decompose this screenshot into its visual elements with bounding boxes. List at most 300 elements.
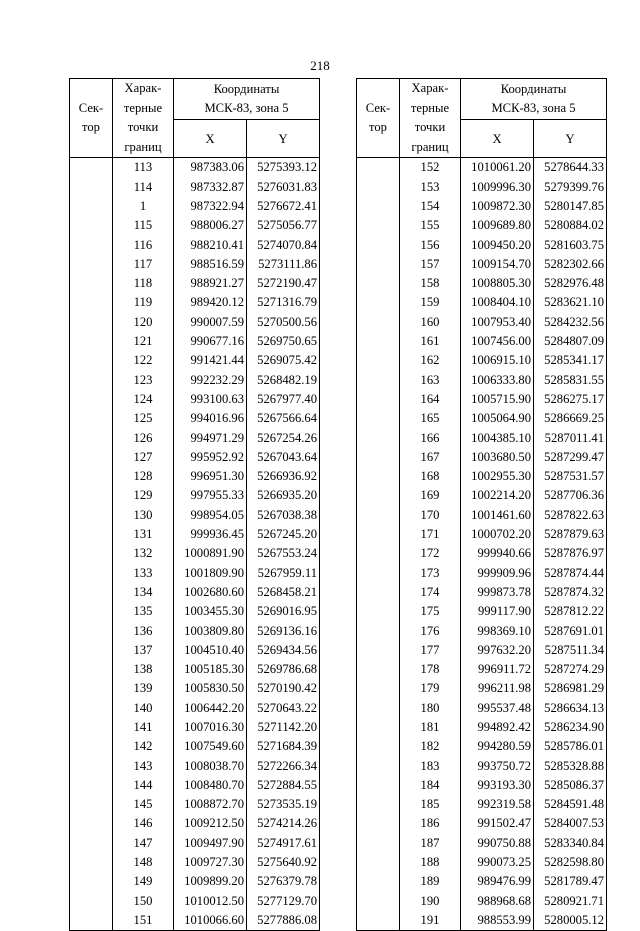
point-cell: 126 [113,429,174,448]
x-cell: 1010061.20 [461,158,534,178]
x-cell: 996211.98 [461,679,534,698]
sector-header: Сек- тор [70,79,113,158]
sector-cell [70,583,113,602]
table-row [357,641,607,660]
table-row [357,293,607,312]
sector-cell [70,506,113,525]
y-cell: 5280005.12 [534,911,607,931]
table-row [357,178,607,197]
x-cell: 988210.41 [174,236,247,255]
x-cell: 996951.30 [174,467,247,486]
table-row [357,872,607,891]
x-cell: 987332.87 [174,178,247,197]
sector-cell [70,679,113,698]
point-cell: 177 [400,641,461,660]
x-cell: 1009497.90 [174,834,247,853]
x-cell: 993100.63 [174,390,247,409]
x-cell: 1005830.50 [174,679,247,698]
table-row [70,429,320,448]
point-cell: 157 [400,255,461,274]
sector-cell [70,699,113,718]
y-cell: 5273535.19 [247,795,320,814]
point-cell: 169 [400,486,461,505]
sector-cell [70,737,113,756]
y-cell: 5274917.61 [247,834,320,853]
table-row [70,679,320,698]
x-cell: 1009872.30 [461,197,534,216]
sector-cell [357,564,400,583]
table-row [357,197,607,216]
table-row [70,274,320,293]
table-row [70,544,320,563]
y-cell: 5287879.63 [534,525,607,544]
table-row [357,834,607,853]
x-cell: 1009899.20 [174,872,247,891]
sector-cell [357,429,400,448]
sector-cell [357,776,400,795]
point-cell: 147 [113,834,174,853]
y-cell: 5269750.65 [247,332,320,351]
x-cell: 998369.10 [461,622,534,641]
point-cell: 176 [400,622,461,641]
sector-cell [70,236,113,255]
point-cell: 141 [113,718,174,737]
sector-cell [70,197,113,216]
point-cell: 156 [400,236,461,255]
x-cell: 1005064.90 [461,409,534,428]
page-number: 218 [310,58,330,73]
x-cell: 1009689.80 [461,216,534,235]
y-cell: 5285328.88 [534,757,607,776]
y-cell: 5271684.39 [247,737,320,756]
sector-cell [357,679,400,698]
sector-cell [357,853,400,872]
point-cell: 171 [400,525,461,544]
x-cell: 1009450.20 [461,236,534,255]
point-cell: 136 [113,622,174,641]
table-row [70,814,320,833]
sector-cell [70,371,113,390]
table-row [357,892,607,911]
table-body [70,158,320,931]
x-cell: 1004385.10 [461,429,534,448]
point-cell: 120 [113,313,174,332]
point-cell: 190 [400,892,461,911]
sector-cell [357,892,400,911]
point-cell: 184 [400,776,461,795]
y-cell: 5273111.86 [247,255,320,274]
y-header: Y [247,120,320,158]
point-cell: 117 [113,255,174,274]
table-row [70,467,320,486]
y-cell: 5280884.02 [534,216,607,235]
x-cell: 998954.05 [174,506,247,525]
sector-cell [70,602,113,621]
point-cell: 161 [400,332,461,351]
table-row [357,737,607,756]
sector-cell [70,660,113,679]
sector-cell [70,795,113,814]
sector-cell [357,293,400,312]
y-cell: 5287822.63 [534,506,607,525]
sector-cell [357,486,400,505]
table-row [70,699,320,718]
table-row [357,660,607,679]
table-row [70,255,320,274]
point-cell: 151 [113,911,174,931]
table-row [357,351,607,370]
x-cell: 990073.25 [461,853,534,872]
y-cell: 5285786.01 [534,737,607,756]
sector-cell [357,255,400,274]
sector-cell [357,351,400,370]
sector-cell [70,718,113,737]
point-cell: 119 [113,293,174,312]
x-cell: 988516.59 [174,255,247,274]
y-cell: 5285341.17 [534,351,607,370]
point-cell: 114 [113,178,174,197]
y-cell: 5266936.92 [247,467,320,486]
y-cell: 5269016.95 [247,602,320,621]
point-cell: 170 [400,506,461,525]
y-cell: 5286234.90 [534,718,607,737]
point-cell: 129 [113,486,174,505]
x-cell: 1008805.30 [461,274,534,293]
table-row [70,525,320,544]
point-cell: 135 [113,602,174,621]
point-cell: 174 [400,583,461,602]
x-cell: 1009154.70 [461,255,534,274]
y-cell: 5269136.16 [247,622,320,641]
table-row [357,390,607,409]
point-cell: 166 [400,429,461,448]
y-cell: 5282976.48 [534,274,607,293]
point-cell: 149 [113,872,174,891]
table-row [357,313,607,332]
sector-cell [70,776,113,795]
x-cell: 991502.47 [461,814,534,833]
point-cell: 167 [400,448,461,467]
y-cell: 5287876.97 [534,544,607,563]
x-cell: 1002680.60 [174,583,247,602]
x-cell: 1001809.90 [174,564,247,583]
sector-cell [70,448,113,467]
x-cell: 1004510.40 [174,641,247,660]
table-row [70,158,320,178]
table-row [70,236,320,255]
x-cell: 989420.12 [174,293,247,312]
sector-cell [70,409,113,428]
x-cell: 988968.68 [461,892,534,911]
x-cell: 1007953.40 [461,313,534,332]
point-cell: 182 [400,737,461,756]
x-cell: 1003680.50 [461,448,534,467]
table-row [70,293,320,312]
y-cell: 5281603.75 [534,236,607,255]
table-row [70,776,320,795]
y-cell: 5267959.11 [247,564,320,583]
x-cell: 990677.16 [174,332,247,351]
y-cell: 5277886.08 [247,911,320,931]
y-cell: 5286981.29 [534,679,607,698]
point-cell: 178 [400,660,461,679]
y-cell: 5284591.48 [534,795,607,814]
y-cell: 5270190.42 [247,679,320,698]
y-cell: 5266935.20 [247,486,320,505]
x-cell: 988006.27 [174,216,247,235]
x-cell: 999936.45 [174,525,247,544]
sector-cell [70,622,113,641]
point-cell: 163 [400,371,461,390]
boundary-point-header: Харак- терные точки границ [113,79,174,158]
sector-cell [70,564,113,583]
point-cell: 143 [113,757,174,776]
x-cell: 995952.92 [174,448,247,467]
y-cell: 5287531.57 [534,467,607,486]
table-row [70,197,320,216]
sector-cell [357,332,400,351]
point-cell: 142 [113,737,174,756]
sector-cell [70,853,113,872]
sector-cell [357,544,400,563]
y-cell: 5287691.01 [534,622,607,641]
table-row [70,718,320,737]
table-row [70,737,320,756]
point-cell: 188 [400,853,461,872]
x-cell: 1002955.30 [461,467,534,486]
sector-cell [70,255,113,274]
sector-cell [357,757,400,776]
table-row [357,718,607,737]
x-header: X [461,120,534,158]
x-cell: 997632.20 [461,641,534,660]
table-row [357,814,607,833]
sector-cell [70,390,113,409]
table-row [70,892,320,911]
y-cell: 5287874.32 [534,583,607,602]
sector-cell [357,872,400,891]
point-cell: 130 [113,506,174,525]
y-cell: 5269434.56 [247,641,320,660]
sector-cell [357,737,400,756]
table-row [70,371,320,390]
x-cell: 1009996.30 [461,178,534,197]
sector-cell [357,718,400,737]
point-cell: 1 [113,197,174,216]
sector-cell [70,332,113,351]
y-cell: 5282302.66 [534,255,607,274]
point-cell: 153 [400,178,461,197]
x-cell: 1000702.20 [461,525,534,544]
x-cell: 988553.99 [461,911,534,931]
sector-cell [357,834,400,853]
sector-cell [70,158,113,178]
x-header: X [174,120,247,158]
sector-cell [357,274,400,293]
point-cell: 158 [400,274,461,293]
y-cell: 5275056.77 [247,216,320,235]
sector-cell [357,641,400,660]
y-cell: 5268458.21 [247,583,320,602]
sector-cell [357,197,400,216]
table-row [70,506,320,525]
point-cell: 150 [113,892,174,911]
coordinates-header: Координаты МСК-83, зона 5 [174,79,320,120]
sector-cell [357,409,400,428]
y-cell: 5272884.55 [247,776,320,795]
x-cell: 1003455.30 [174,602,247,621]
table-row [357,467,607,486]
point-cell: 189 [400,872,461,891]
y-cell: 5275393.12 [247,158,320,178]
x-cell: 994971.29 [174,429,247,448]
x-cell: 1008480.70 [174,776,247,795]
point-cell: 164 [400,390,461,409]
y-cell: 5280147.85 [534,197,607,216]
sector-cell [70,467,113,486]
table-row [357,255,607,274]
point-cell: 154 [400,197,461,216]
sector-cell [70,216,113,235]
table-row [357,332,607,351]
table-row [70,564,320,583]
x-cell: 1006442.20 [174,699,247,718]
table-row [357,544,607,563]
point-cell: 148 [113,853,174,872]
x-cell: 993193.30 [461,776,534,795]
x-cell: 992232.29 [174,371,247,390]
x-cell: 1000891.90 [174,544,247,563]
point-cell: 118 [113,274,174,293]
x-cell: 1009212.50 [174,814,247,833]
table-row [70,757,320,776]
coordinates-table-right [356,78,607,931]
x-cell: 1006915.10 [461,351,534,370]
table-row [357,853,607,872]
sector-cell [357,158,400,178]
boundary-point-header: Харак- терные точки границ [400,79,461,158]
y-cell: 5287274.29 [534,660,607,679]
y-cell: 5267566.64 [247,409,320,428]
point-cell: 160 [400,313,461,332]
point-cell: 168 [400,467,461,486]
x-cell: 999117.90 [461,602,534,621]
point-cell: 139 [113,679,174,698]
y-cell: 5280921.71 [534,892,607,911]
y-cell: 5274070.84 [247,236,320,255]
x-cell: 995537.48 [461,699,534,718]
y-cell: 5285831.55 [534,371,607,390]
y-cell: 5276379.78 [247,872,320,891]
x-cell: 988921.27 [174,274,247,293]
sector-cell [357,622,400,641]
sector-cell [357,506,400,525]
table-row [357,564,607,583]
table-row [357,776,607,795]
sector-header: Сек- тор [357,79,400,158]
y-cell: 5269786.68 [247,660,320,679]
y-cell: 5286669.25 [534,409,607,428]
table-row [70,332,320,351]
point-cell: 127 [113,448,174,467]
sector-cell [70,178,113,197]
point-cell: 122 [113,351,174,370]
x-cell: 1001461.60 [461,506,534,525]
x-cell: 1006333.80 [461,371,534,390]
y-cell: 5279399.76 [534,178,607,197]
point-cell: 131 [113,525,174,544]
table-row [70,448,320,467]
table-row [357,622,607,641]
sector-cell [357,467,400,486]
table-row [357,506,607,525]
x-cell: 1005715.90 [461,390,534,409]
x-cell: 997955.33 [174,486,247,505]
y-cell: 5277129.70 [247,892,320,911]
sector-cell [70,872,113,891]
y-cell: 5284232.56 [534,313,607,332]
table-row [357,525,607,544]
x-cell: 1002214.20 [461,486,534,505]
y-cell: 5267038.38 [247,506,320,525]
point-cell: 144 [113,776,174,795]
sector-cell [357,602,400,621]
point-cell: 179 [400,679,461,698]
x-cell: 993750.72 [461,757,534,776]
y-cell: 5287011.41 [534,429,607,448]
y-cell: 5270500.56 [247,313,320,332]
point-cell: 137 [113,641,174,660]
sector-cell [357,583,400,602]
x-cell: 1008872.70 [174,795,247,814]
table-row [70,853,320,872]
x-cell: 1007016.30 [174,718,247,737]
x-cell: 1009727.30 [174,853,247,872]
table-row [357,274,607,293]
x-cell: 990750.88 [461,834,534,853]
point-cell: 132 [113,544,174,563]
sector-cell [357,178,400,197]
x-cell: 989476.99 [461,872,534,891]
table-row [357,583,607,602]
table-row [70,351,320,370]
y-cell: 5285086.37 [534,776,607,795]
sector-cell [70,274,113,293]
table-row [70,622,320,641]
point-cell: 186 [400,814,461,833]
y-cell: 5267553.24 [247,544,320,563]
point-cell: 187 [400,834,461,853]
sector-cell [70,351,113,370]
y-cell: 5267977.40 [247,390,320,409]
point-cell: 162 [400,351,461,370]
table-row [357,699,607,718]
table-row [357,429,607,448]
sector-cell [70,757,113,776]
sector-cell [357,525,400,544]
point-cell: 113 [113,158,174,178]
x-cell: 1010012.50 [174,892,247,911]
x-cell: 1010066.60 [174,911,247,931]
y-cell: 5267245.20 [247,525,320,544]
y-cell: 5287874.44 [534,564,607,583]
x-cell: 999909.96 [461,564,534,583]
table-body [357,158,607,931]
point-cell: 146 [113,814,174,833]
y-cell: 5284807.09 [534,332,607,351]
point-cell: 124 [113,390,174,409]
point-cell: 134 [113,583,174,602]
